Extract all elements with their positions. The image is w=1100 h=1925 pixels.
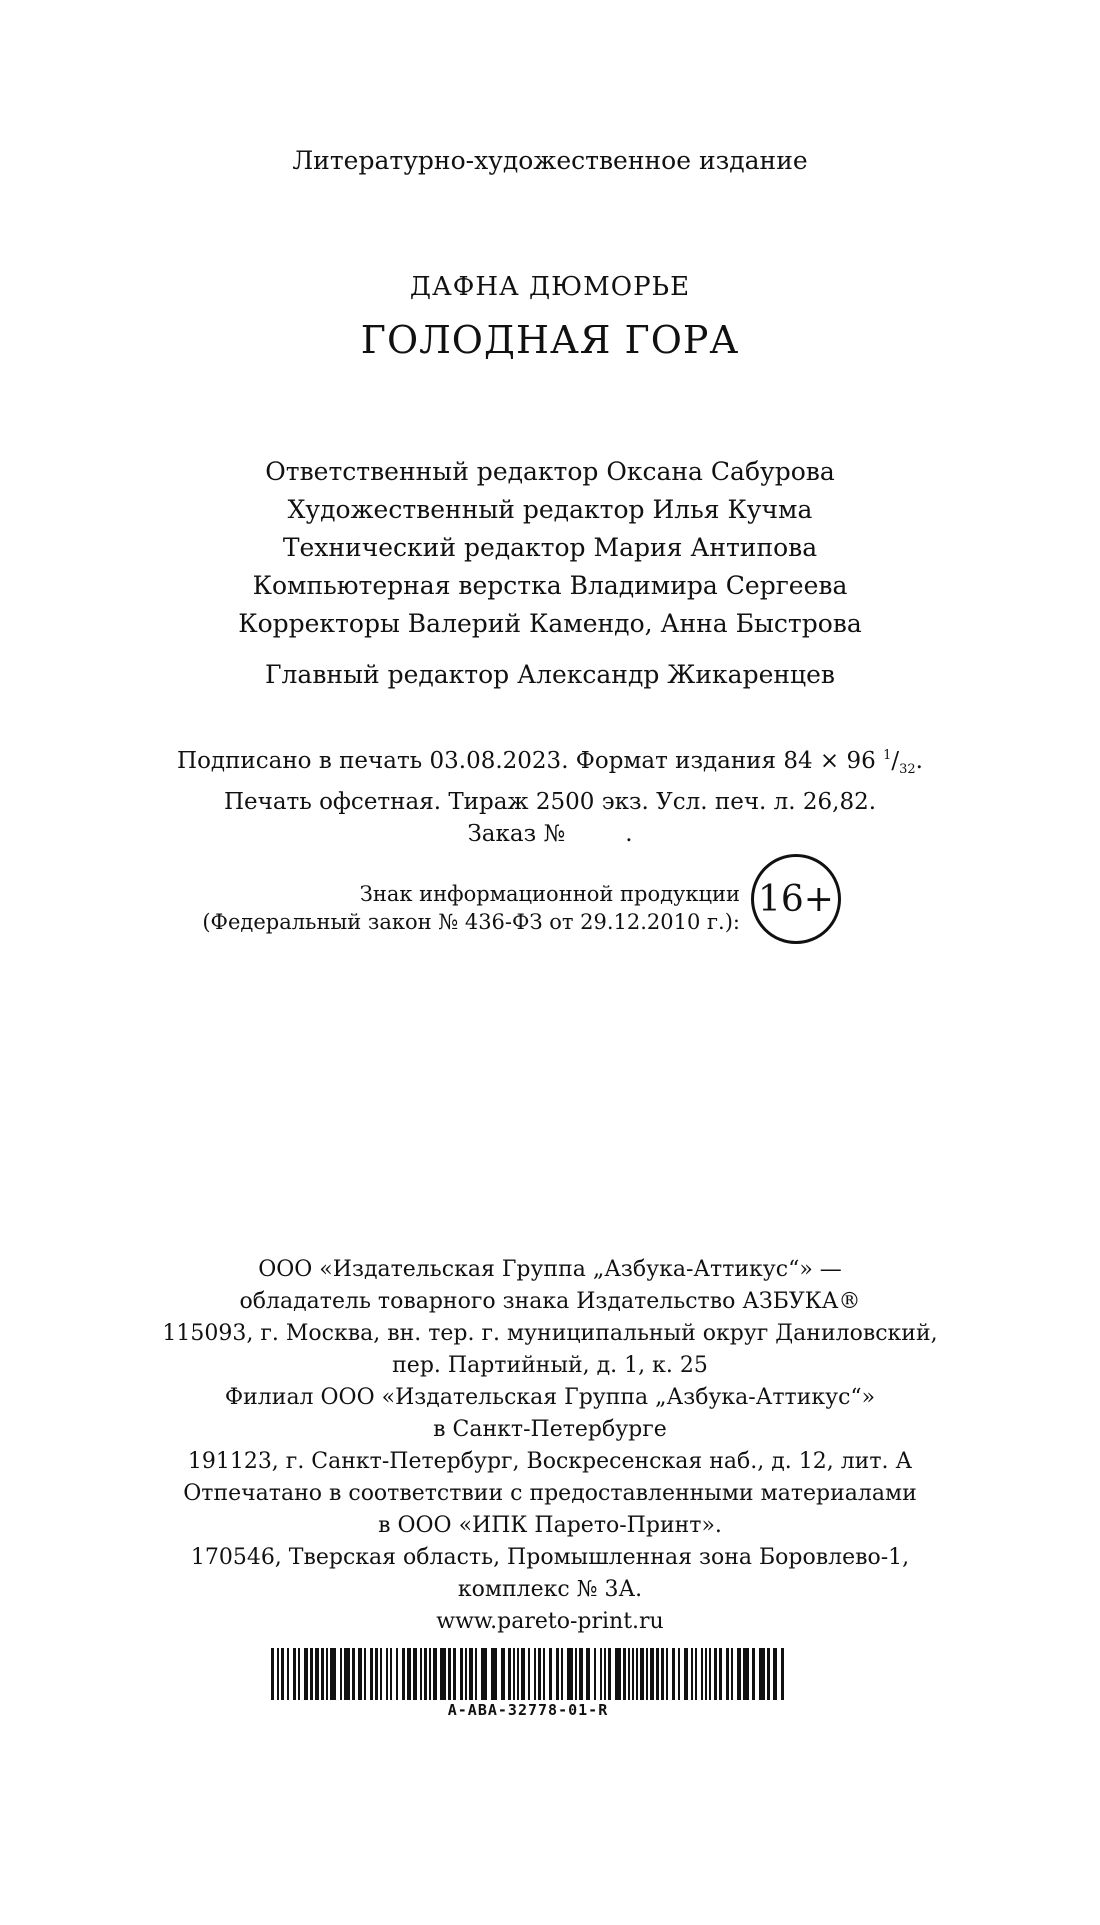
print-date-format: Подписано в печать 03.08.2023. Формат издания 84 × 96 (177, 748, 876, 774)
barcode-bar (465, 1648, 467, 1700)
barcode-bar (701, 1648, 703, 1700)
barcode-bar (304, 1648, 308, 1700)
age-rating-badge: 16+ (751, 854, 841, 944)
barcode-bar (420, 1648, 422, 1700)
barcode-bar (453, 1648, 456, 1700)
chief-editor: Главный редактор Александр Жикаренцев (265, 660, 835, 689)
barcode-bar (281, 1648, 284, 1700)
barcode-bar (340, 1648, 342, 1700)
barcode-bar (650, 1648, 654, 1700)
staff-line: Корректоры Валерий Камендо, Анна Быстрова (238, 609, 862, 638)
book-title: ГОЛОДНАЯ ГОРА (360, 318, 740, 362)
barcode-bar (475, 1648, 477, 1700)
barcode-bar (709, 1648, 711, 1700)
barcode-bar (413, 1648, 417, 1700)
order-label: Заказ № (467, 821, 566, 847)
barcode-bar (481, 1648, 487, 1700)
barcode-bar (402, 1648, 405, 1700)
barcode-bar (375, 1648, 378, 1700)
barcode-bar (277, 1648, 279, 1700)
barcode-bar (517, 1648, 519, 1700)
barcode-bar (310, 1648, 313, 1700)
format-numerator: 1 (883, 748, 892, 763)
order-end: . (625, 821, 633, 847)
barcode-bar (575, 1648, 577, 1700)
barcode-code: A-ABA-32778-01-R (447, 1701, 609, 1719)
barcode-bar (579, 1648, 583, 1700)
branch-line: Филиал ООО «Издательская Группа „Азбука-Аттикус“» (224, 1385, 876, 1410)
barcode-bar (586, 1648, 590, 1700)
barcode-bar (390, 1648, 392, 1700)
barcode-bar (528, 1648, 530, 1700)
printer-website: www.pareto-print.ru (436, 1609, 664, 1634)
barcode-bar (567, 1648, 573, 1700)
barcode-bar (460, 1648, 463, 1700)
age-sign-label (200, 880, 740, 936)
barcode-bar (743, 1648, 749, 1700)
barcode-bar (396, 1648, 398, 1700)
barcode-bar (326, 1648, 328, 1700)
barcode-bar (508, 1648, 511, 1700)
barcode-bar (440, 1648, 446, 1700)
barcode-bar (726, 1648, 729, 1700)
barcode-bar (600, 1648, 602, 1700)
barcode-bar (556, 1648, 559, 1700)
author-name: ДАФНА ДЮМОРЬЕ (409, 272, 691, 302)
barcode-bar (759, 1648, 765, 1700)
barcode-bar (695, 1648, 697, 1700)
branch-block (0, 1382, 1100, 1478)
barcode-bar (719, 1648, 722, 1700)
publication-line-1-end: . (915, 748, 923, 774)
barcode-bar (731, 1648, 733, 1700)
barcode-bar (271, 1648, 274, 1700)
barcode-bar (661, 1648, 664, 1700)
branch-line: в Санкт-Петербурге (433, 1417, 667, 1442)
barcode-bar (608, 1648, 611, 1700)
barcode-bar (543, 1648, 545, 1700)
barcode-bar (293, 1648, 296, 1700)
barcode-bar (330, 1648, 336, 1700)
barcode-bar (752, 1648, 755, 1700)
publisher-line: пер. Партийный, д. 1, к. 25 (392, 1353, 708, 1378)
printer-line: 170546, Тверская область, Промышленная зона Боровлево-1, (190, 1545, 910, 1570)
barcode-bar (781, 1648, 784, 1700)
barcode-bar (469, 1648, 473, 1700)
age-sign-label-line-2: (Федеральный закон № 436-ФЗ от 29.12.2010 г.): (202, 910, 740, 934)
barcode-bar (623, 1648, 626, 1700)
staff-line: Компьютерная верстка Владимира Сергеева (252, 571, 848, 600)
barcode-image (271, 1648, 785, 1700)
format-fraction: $^1/_{32}$ (883, 748, 916, 777)
barcode-bar (672, 1648, 675, 1700)
branch-line: 191123, г. Санкт-Петербург, Воскресенская наб., д. 12, лит. А (187, 1449, 913, 1474)
barcode-bar (604, 1648, 606, 1700)
printer-line: в ООО «ИПК Парето-Принт». (378, 1513, 722, 1538)
barcode-bar (380, 1648, 382, 1700)
barcode-bar (298, 1648, 300, 1700)
barcode-bar (705, 1648, 707, 1700)
barcode-bar (364, 1648, 366, 1700)
order-line (0, 818, 1100, 850)
barcode-bar (684, 1648, 688, 1700)
publication-line-1 (0, 740, 1100, 786)
barcode-bar (407, 1648, 411, 1700)
publisher-line: ООО «Издательская Группа „Азбука-Аттикус“» — (258, 1257, 842, 1282)
publication-line-2: Печать офсетная. Тираж 2500 экз. Усл. печ. л. 26,82. (223, 789, 877, 815)
barcode-bar (646, 1648, 648, 1700)
barcode-bar (538, 1648, 541, 1700)
barcode-bar (714, 1648, 717, 1700)
barcode-bar (315, 1648, 319, 1700)
staff-line: Ответственный редактор Оксана Сабурова (265, 457, 835, 486)
barcode-bar (640, 1648, 644, 1700)
barcode-bar (521, 1648, 525, 1700)
barcode-bar (773, 1648, 777, 1700)
barcode-bar (691, 1648, 693, 1700)
barcode-bar (358, 1648, 362, 1700)
barcode-bar (344, 1648, 350, 1700)
staff-line: Художественный редактор Илья Кучма (287, 495, 813, 524)
barcode-bar (433, 1648, 437, 1700)
barcode-bar (321, 1648, 324, 1700)
staff-list (0, 453, 1100, 643)
barcode-bar (491, 1648, 497, 1700)
barcode-bar (287, 1648, 289, 1700)
barcode-bar (632, 1648, 634, 1700)
barcode-bar (767, 1648, 770, 1700)
barcode-bar (549, 1648, 552, 1700)
barcode-bar (666, 1648, 668, 1700)
barcode-bar (594, 1648, 596, 1700)
barcode-bar (656, 1648, 659, 1700)
barcode-bar (678, 1648, 680, 1700)
publisher-line: 115093, г. Москва, вн. тер. г. муниципальный округ Даниловский, (162, 1321, 938, 1346)
barcode-bar (424, 1648, 427, 1700)
genre-label: Литературно-художественное издание (292, 146, 808, 175)
publisher-line: обладатель товарного знака Издательство АЗБУКА® (239, 1289, 861, 1314)
barcode-bar (561, 1648, 563, 1700)
printer-block (0, 1478, 1100, 1638)
printer-line: Отпечатано в соответствии с предоставленными материалами (183, 1481, 917, 1506)
printer-line: комплекс № 3А. (457, 1577, 643, 1602)
barcode-bar (636, 1648, 638, 1700)
barcode-bar (448, 1648, 451, 1700)
publication-info (0, 740, 1100, 850)
publisher-block (0, 1254, 1100, 1382)
barcode-bar (628, 1648, 630, 1700)
barcode-bar (737, 1648, 741, 1700)
staff-line: Технический редактор Мария Антипова (282, 533, 818, 562)
barcode-bar (534, 1648, 536, 1700)
barcode-bar (352, 1648, 355, 1700)
barcode-bar (370, 1648, 373, 1700)
format-denominator: 32 (899, 762, 916, 777)
barcode-bar (429, 1648, 431, 1700)
barcode-bar (513, 1648, 515, 1700)
barcode-bar (615, 1648, 621, 1700)
barcode-bar (386, 1648, 388, 1700)
age-sign-label-line-1: Знак информационной продукции (359, 882, 740, 906)
barcode-bar (501, 1648, 505, 1700)
